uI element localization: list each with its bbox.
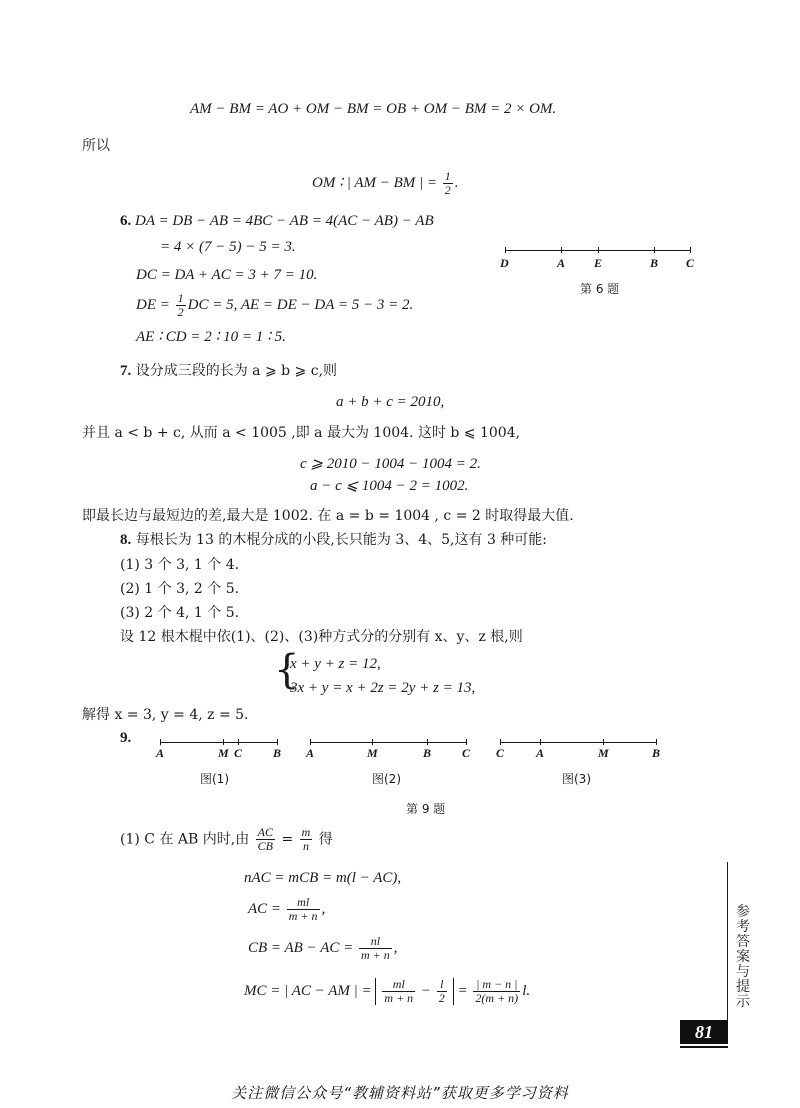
p6-line2: = 4 × (7 − 5) − 5 = 3. — [160, 239, 296, 255]
fig6-caption: 第 6 题 — [580, 282, 620, 296]
ratio-left: OM ∶ | AM − BM | = — [312, 174, 438, 191]
fig6-tick-e — [598, 247, 599, 253]
p9-l1-frac1 — [256, 826, 275, 853]
fig9-1-tick-c — [238, 739, 239, 745]
p6-number: 6. — [120, 213, 132, 229]
p7-line2: a + b + c = 2010, — [336, 394, 445, 410]
p9-l5-post: l. — [522, 982, 531, 999]
fig9-2-label-c: C — [462, 746, 471, 760]
p6-l4-num: 1 — [177, 291, 184, 305]
p9-l1-post: 得 — [318, 831, 333, 848]
fig9-1-tick-a — [160, 739, 161, 745]
p9-l5-f3-n: | m − n | — [473, 978, 520, 992]
p6-l1-text: DA = DB − AB = 4BC − AB = 4(AC − AB) − AB — [135, 213, 434, 229]
p8-system-eq2: 3x + y = x + 2z = 2y + z = 13, — [290, 680, 476, 696]
p6-l4-post: DC = 5, AE = DE − DA = 5 − 3 = 2. — [187, 296, 414, 313]
p9-l4-post: , — [393, 939, 398, 956]
p9-l5-frac3 — [473, 978, 520, 1005]
p9-l1-eq: = — [281, 831, 294, 848]
top-equation: AM − BM = AO + OM − BM = OB + OM − BM = 2 × OM. — [190, 101, 557, 117]
fig9-3-tick-b — [656, 739, 657, 745]
fig9-2-segment — [310, 742, 467, 743]
p9-l4-pre: CB = AB − AC = — [248, 939, 354, 956]
p6-l4-frac — [176, 292, 186, 319]
fig9-2-label-a: A — [306, 746, 315, 760]
fig9-3-tick-c — [500, 739, 501, 745]
p7-line3: 并且 a < b + c, 从而 a < 1005 ,即 a 最大为 1004. 这时 b ⩽ 1004, — [82, 425, 521, 441]
p9-line3 — [248, 896, 325, 923]
fig6-label-a: A — [557, 256, 566, 270]
fig9-1-label-c: C — [234, 746, 243, 760]
fig9-3-tick-m — [603, 739, 604, 745]
p9-l4-frac — [359, 935, 392, 962]
fig6-label-d: D — [500, 256, 509, 270]
footer-note: 关注微信公众号“教辅资料站”获取更多学习资料 — [231, 1084, 569, 1102]
p9-l1-frac1-d: CB — [257, 839, 273, 853]
fig9-3-label-b: B — [652, 746, 661, 760]
p9-l1-frac1-n: AC — [257, 825, 273, 839]
fig6-tick-a — [561, 247, 562, 253]
p7-line1 — [120, 362, 337, 380]
p6-l4-den: 2 — [177, 305, 184, 319]
p8-line1 — [120, 531, 547, 549]
fig9-3-tick-a — [540, 739, 541, 745]
p8-number: 8. — [120, 532, 132, 548]
fig6-label-b: B — [650, 256, 659, 270]
fig9-2-tick-b — [427, 739, 428, 745]
fig9-3-label-c: C — [496, 746, 505, 760]
p7-line6: 即最长边与最短边的差,最大是 1002. 在 a = b = 1004 , c = 2 时取得最大值. — [82, 508, 574, 524]
p9-l5-f2-d: 2 — [438, 991, 445, 1005]
fig6-tick-b — [654, 247, 655, 253]
p9-line5 — [244, 978, 530, 1005]
p6-line5: AE ∶ CD = 2 ∶ 10 = 1 ∶ 5. — [136, 329, 286, 345]
fig9-1-label-m: M — [218, 746, 229, 760]
fig9-3-caption: 图(3) — [562, 772, 591, 786]
p8-l1-text: 每根长为 13 的木棍分成的小段,长只能为 3、4、5,这有 3 种可能: — [135, 532, 548, 548]
fig9-2-label-b: B — [423, 746, 432, 760]
p9-l1-frac2 — [300, 826, 313, 853]
fig9-1-tick-b — [277, 739, 278, 745]
p9-l5-f3-d: 2(m + n) — [475, 991, 519, 1005]
p9-line2: nAC = mCB = m(l − AC), — [244, 870, 402, 886]
p9-l3-n: ml — [287, 896, 320, 910]
p8-option2: (2) 1 个 3, 2 个 5. — [120, 581, 240, 597]
p7-line4: c ⩾ 2010 − 1004 − 1004 = 2. — [300, 456, 481, 472]
p9-l5-f2-n: l — [437, 978, 447, 992]
sidebar-rule — [727, 862, 728, 1040]
fig9-1-segment — [160, 742, 278, 743]
p6-l4-pre: DE = — [136, 296, 170, 313]
fig9-2-caption: 图(2) — [372, 772, 401, 786]
p9-l5-minus: − — [420, 982, 432, 999]
ratio-equation — [312, 170, 459, 197]
ratio-den: 2 — [444, 183, 451, 197]
fig9-2-tick-m — [372, 739, 373, 745]
suoyi-label: 所以 — [82, 138, 110, 154]
p9-line1 — [120, 826, 333, 853]
p9-l5-f1-d: m + n — [384, 991, 414, 1005]
p9-number: 9. — [120, 730, 132, 746]
p9-l3-post: , — [321, 900, 326, 917]
fig9-3-segment — [500, 742, 657, 743]
fig9-3-label-m: M — [598, 746, 609, 760]
p6-line3: DC = DA + AC = 3 + 7 = 10. — [136, 267, 318, 283]
p9-l4-d: m + n — [360, 948, 390, 962]
p9-line4 — [248, 935, 398, 962]
fig9-caption: 第 9 题 — [406, 802, 446, 816]
p9-l3-d: m + n — [288, 909, 318, 923]
p8-option3: (3) 2 个 4, 1 个 5. — [120, 605, 240, 621]
p8-option1: (1) 3 个 3, 1 个 4. — [120, 557, 240, 573]
fig6-tick-c — [690, 247, 691, 253]
p8-solution: 解得 x = 3, y = 4, z = 5. — [82, 707, 249, 723]
p7-line5: a − c ⩽ 1004 − 2 = 1002. — [310, 478, 469, 494]
ratio-num: 1 — [444, 169, 451, 183]
sidebar-section-title: 参考答案与提示 — [736, 904, 750, 1010]
fig6-label-c: C — [686, 256, 695, 270]
page-number-rule — [680, 1046, 728, 1048]
p9-l5-pre: MC = | AC − AM | = — [244, 982, 372, 999]
fig9-2-tick-a — [310, 739, 311, 745]
p7-l1-text: 设分成三段的长为 a ⩾ b ⩾ c,则 — [135, 363, 338, 379]
fig9-1-label-b: B — [273, 746, 282, 760]
p8-line2: 设 12 根木棍中依(1)、(2)、(3)种方式分的分别有 x、y、z 根,则 — [120, 629, 523, 645]
fig9-1-tick-m — [223, 739, 224, 745]
fig9-1-label-a: A — [156, 746, 165, 760]
p9-l3-pre: AC = — [248, 900, 282, 917]
fig9-2-tick-c — [466, 739, 467, 745]
fig9-1-caption: 图(1) — [200, 772, 229, 786]
p9-l5-frac1 — [382, 978, 415, 1005]
p8-system-brace: { — [274, 647, 300, 693]
fig9-2-label-m: M — [367, 746, 378, 760]
p6-line1 — [120, 212, 434, 230]
p9-l3-frac — [287, 896, 320, 923]
p9-l1-frac2-n: m — [301, 825, 311, 839]
p9-l4-n: nl — [359, 935, 392, 949]
fig6-tick-d — [505, 247, 506, 253]
p8-system-eq1: x + y + z = 12, — [290, 656, 381, 672]
ratio-tail: . — [454, 174, 459, 191]
p9-l5-abs — [375, 978, 453, 1005]
page-number: 81 — [680, 1020, 728, 1044]
p9-l1-frac2-d: n — [302, 839, 309, 853]
p9-l1-pre: (1) C 在 AB 内时,由 — [120, 831, 250, 848]
p9-l5-f1-n: ml — [382, 978, 415, 992]
ratio-fraction — [443, 170, 453, 197]
fig6-label-e: E — [594, 256, 603, 270]
fig9-3-label-a: A — [536, 746, 545, 760]
p9-l5-frac2 — [437, 978, 447, 1005]
p6-line4 — [136, 292, 413, 319]
p9-l5-eq: = — [457, 982, 468, 999]
p7-number: 7. — [120, 363, 132, 379]
